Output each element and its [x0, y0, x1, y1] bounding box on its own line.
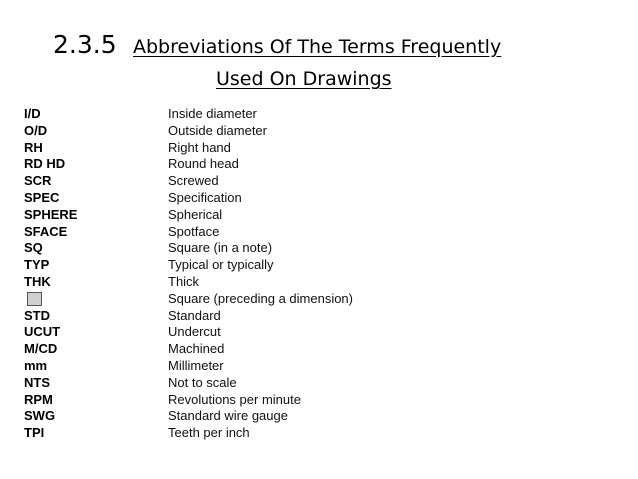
- definition: Undercut: [168, 324, 221, 340]
- definition: Screwed: [168, 173, 219, 189]
- definition: Revolutions per minute: [168, 391, 301, 407]
- definition: Thick: [168, 273, 200, 289]
- abbreviation: TYP: [24, 257, 50, 273]
- abbreviation: UCUT: [24, 324, 61, 340]
- abbreviation: mm: [24, 357, 48, 373]
- abbreviation: RD HD: [24, 156, 66, 172]
- definition: Millimeter: [168, 357, 224, 373]
- definition: Specification: [168, 189, 242, 205]
- abbreviation: SWG: [24, 408, 56, 424]
- definition: Standard wire gauge: [168, 408, 288, 424]
- definition: Machined: [168, 341, 225, 357]
- heading-line-1: Abbreviations Of The Terms Frequently: [133, 36, 502, 58]
- abbreviation: RH: [24, 139, 43, 155]
- abbreviation: SPEC: [24, 189, 60, 205]
- abbreviation: THK: [24, 273, 51, 289]
- abbreviation: TPI: [24, 425, 45, 441]
- abbreviation: RPM: [24, 391, 53, 407]
- abbreviation: I/D: [24, 106, 41, 121]
- abbreviation: SFACE: [24, 223, 68, 239]
- definition: Typical or typically: [168, 257, 274, 273]
- abbreviation: SQ: [24, 240, 43, 256]
- definition: Outside diameter: [168, 122, 267, 138]
- abbreviation: O/D: [24, 122, 48, 138]
- definition: Spotface: [168, 223, 220, 239]
- definition: Not to scale: [168, 374, 237, 390]
- definition: Square (in a note): [168, 240, 273, 256]
- abbreviation: M/CD: [24, 341, 58, 357]
- definition: Round head: [168, 156, 239, 172]
- definition: Spherical: [168, 206, 223, 222]
- definition: Teeth per inch: [168, 425, 250, 441]
- definition: Square (preceding a dimension): [168, 290, 353, 306]
- abbreviation: STD: [24, 307, 50, 323]
- heading-line-2: Used On Drawings: [216, 68, 392, 90]
- definition: Inside diameter: [168, 106, 257, 121]
- abbreviation: NTS: [24, 374, 50, 390]
- section-number: 2.3.5: [53, 30, 117, 59]
- definition: Right hand: [168, 139, 231, 155]
- abbreviation: SPHERE: [24, 206, 78, 222]
- abbreviation: SCR: [24, 173, 52, 189]
- definition: Standard: [168, 307, 221, 323]
- square-symbol-icon: [27, 292, 42, 306]
